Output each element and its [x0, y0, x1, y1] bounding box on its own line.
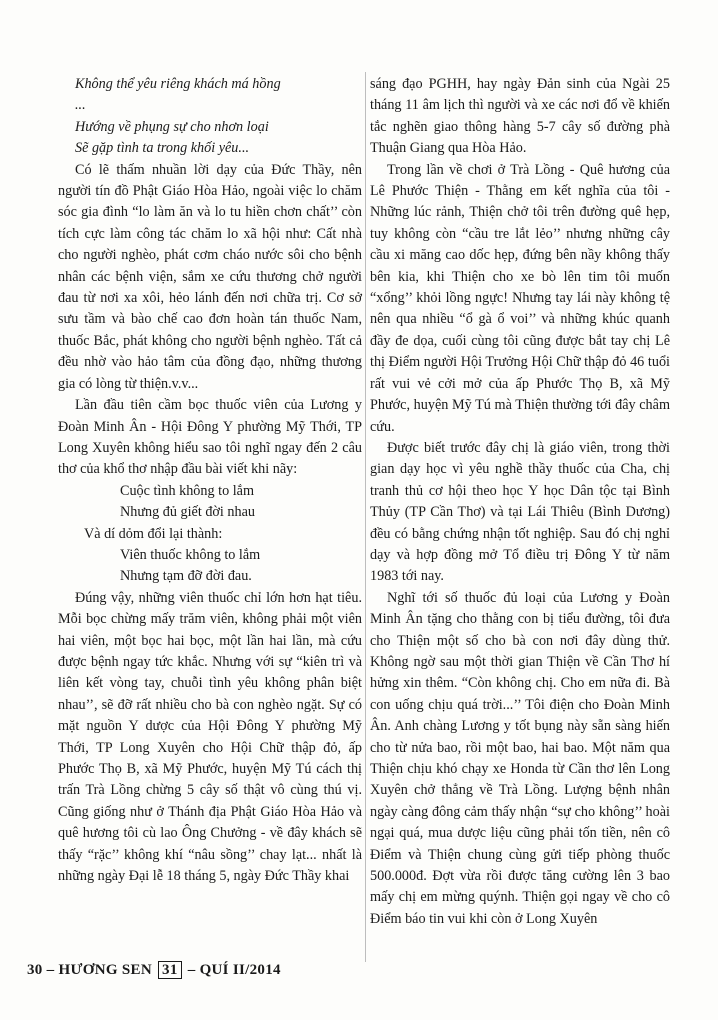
column-divider [365, 72, 366, 962]
poem-line: Cuộc tình không to lắm [120, 482, 254, 499]
paragraph: Đúng vậy, những viên thuốc chỉ lớn hơn hạt tiêu. Mỗi bọc chừng mấy trăm viên, không phải một viên hai viên, một bọc hai bọc, một lần hai lần, mà cứu được bệnh ngay tức khắc. Nhưng với sự “kiên trì và liên kết vòng tay, chuỗi tình yêu không phân biệt nhau’’, sẽ đỡ rất nhiều cho bà con nghèo ngặt. Sự có mặt nguồn Y dược của Hội Đông Y phường Mỹ Thới, TP Long Xuyên cho Hội Chữ thập đỏ, ấp Phước Thọ B, xã Mỹ Phước, huyện Mỹ Tú cách thị trấn Trà Lồng chừng 5 cây số thật vô cùng thú vị. Cũng giống như ở Thánh địa Phật Giáo Hòa Hảo và quê hương tôi cù lao Ông Chưởng - về đây khách sẽ thấy “rặc’’ không khí “nâu sồng’’ chay lạt... nhất là những ngày Đại lễ 18 tháng 5, ngày Đức Thầy khai [58, 589, 362, 885]
page-footer [27, 962, 281, 979]
footer-dash: – [187, 962, 196, 978]
paragraph: Lần đầu tiên cầm bọc thuốc viên của Lương y Đoàn Minh Ân - Hội Đông Y phường Mỹ Thới, TP Long Xuyên không hiểu sao tôi nghĩ ngay đến 2 câu thơ của khổ thơ nhập đầu bài viết khi nãy: [58, 397, 362, 478]
paragraph: Có lẽ thấm nhuần lời dạy của Đức Thầy, nên người tín đồ Phật Giáo Hòa Hảo, ngoài việc lo chăm sóc gia đình “lo làm ăn và lo tu hiền chơn chất’’ còn tích cực làm công tác chăm lo xã hội như: Cất nhà cho người nghèo, phát cơm cháo nước sôi cho bệnh nhân các bệnh viện, sắm xe cứu thương chở người đau từ nơi xa xôi, hẻo lánh đến nơi chữa trị. Cơ sở sưu tầm và bào chế cao đơn hoàn tán thuốc Nam, thuốc Bắc, phát không cho người bệnh nghèo. Tất cả đều nhờ vào hảo tâm của đồng đạo, những thương gia có lòng từ thiện.v.v... [58, 161, 362, 392]
poem-line: Nhưng đủ giết đời nhau [120, 504, 255, 521]
paragraph: Nghĩ tới số thuốc đủ loại của Lương y Đoàn Minh Ân tặng cho thằng con bị tiểu đường, tôi đưa cho Thiện một số cho bà con nơi đây dùng thử. Không ngờ sau một thời gian Thiện về Cần Thơ hí hửng xin thêm. “Còn không chị. Cho em nữa đi. Bà con uống chịu quá trời...’’ Tôi điện cho Đoàn Minh Ân. Anh chàng Lương y tốt bụng này sẵn sàng hiến cho từ nửa bao, rồi một bao, hai bao. Một năm qua Thiện chịu khó chạy xe Honda từ Cần thơ lên Long Xuyên chở thẳng về Trà Lồng. Lượng bệnh nhân ngày càng đông cảm thấy nhận “sự cho không’’ hoài ngại quá, mua dược liệu cũng phải tốn tiền, nên cô Điểm và Thiện chung cùng gửi tiếp phòng thuốc 500.000đ. Đợt vừa rồi được tăng cường lên 3 bao mấy chị em mừng quýnh. Thiện gọi ngay về cho cô Điểm báo tin vui khi còn ở Long Xuyên [370, 589, 670, 927]
page-number: 30 [27, 962, 43, 978]
paragraph: sáng đạo PGHH, hay ngày Đản sinh của Ngài 25 tháng 11 âm lịch thì người và xe các nơi đổ về khiến tắc nghẽn giao thông hàng 5-7 cây số đường phà Thuận Giang qua Hòa Hảo. [370, 76, 670, 157]
verse-line: ... [75, 97, 86, 114]
issue-period: QUÍ II/2014 [199, 962, 281, 978]
magazine-name: HƯƠNG SEN [58, 962, 152, 978]
left-column [58, 74, 362, 887]
poem-line: Viên thuốc không to lắm [120, 546, 261, 563]
verse-line: Không thể yêu riêng khách má hồng [75, 76, 281, 92]
poem-line: Nhưng tạm đỡ đời đau. [120, 568, 252, 585]
verse-line: Hướng về phụng sự cho nhơn loại [75, 118, 269, 135]
footer-dash: – [46, 962, 55, 978]
poem-intro: Và dí dỏm đổi lại thành: [84, 525, 223, 542]
right-column [370, 74, 670, 930]
issue-number: 31 [158, 961, 182, 979]
paragraph: Trong lần về chơi ở Trà Lồng - Quê hương của Lê Phước Thiện - Thằng em kết nghĩa của tôi - Những lúc rảnh, Thiện chở tôi trên đường quê hẹp, tuy không còn “cầu tre lắt lẻo’’ nhưng những cây cầu xi măng cao dốc hẹp, đứng bên nầy không thấy bên kia, khi Thiện cho xe bò lên tim tôi muốn “xổng’’ khỏi lồng ngực! Nhưng tay lái này không tệ nên qua nhiều “ổ gà ổ voi’’ và những khúc quanh đầy đe dọa, cuối cùng tôi cũng được bắt tay chị Lê thị Điểm người Hội Trưởng Hội Chữ thập đỏ 46 tuổi rất vui vẻ cởi mở của ấp Phước Thọ B, xã Mỹ Phước, huyện Mỹ Tú mà Thiện thường tới đây châm cứu. [370, 161, 670, 435]
verse-line: Sẽ gặp tình ta trong khối yêu... [75, 140, 250, 157]
paragraph: Được biết trước đây chị là giáo viên, trong thời gian dạy học vì yêu nghề thầy thuốc của Cha, chị tranh thủ cơ hội theo học Y học Dân tộc tại Bình Thủy (TP Cần Thơ) và tại Lái Thiêu (Bình Dương) đều có bằng chứng nhận tốt nghiệp. Sau đó chị nghỉ dạy và hợp đồng mở Tổ điều trị Đông Y từ năm 1983 tới nay. [370, 439, 670, 585]
